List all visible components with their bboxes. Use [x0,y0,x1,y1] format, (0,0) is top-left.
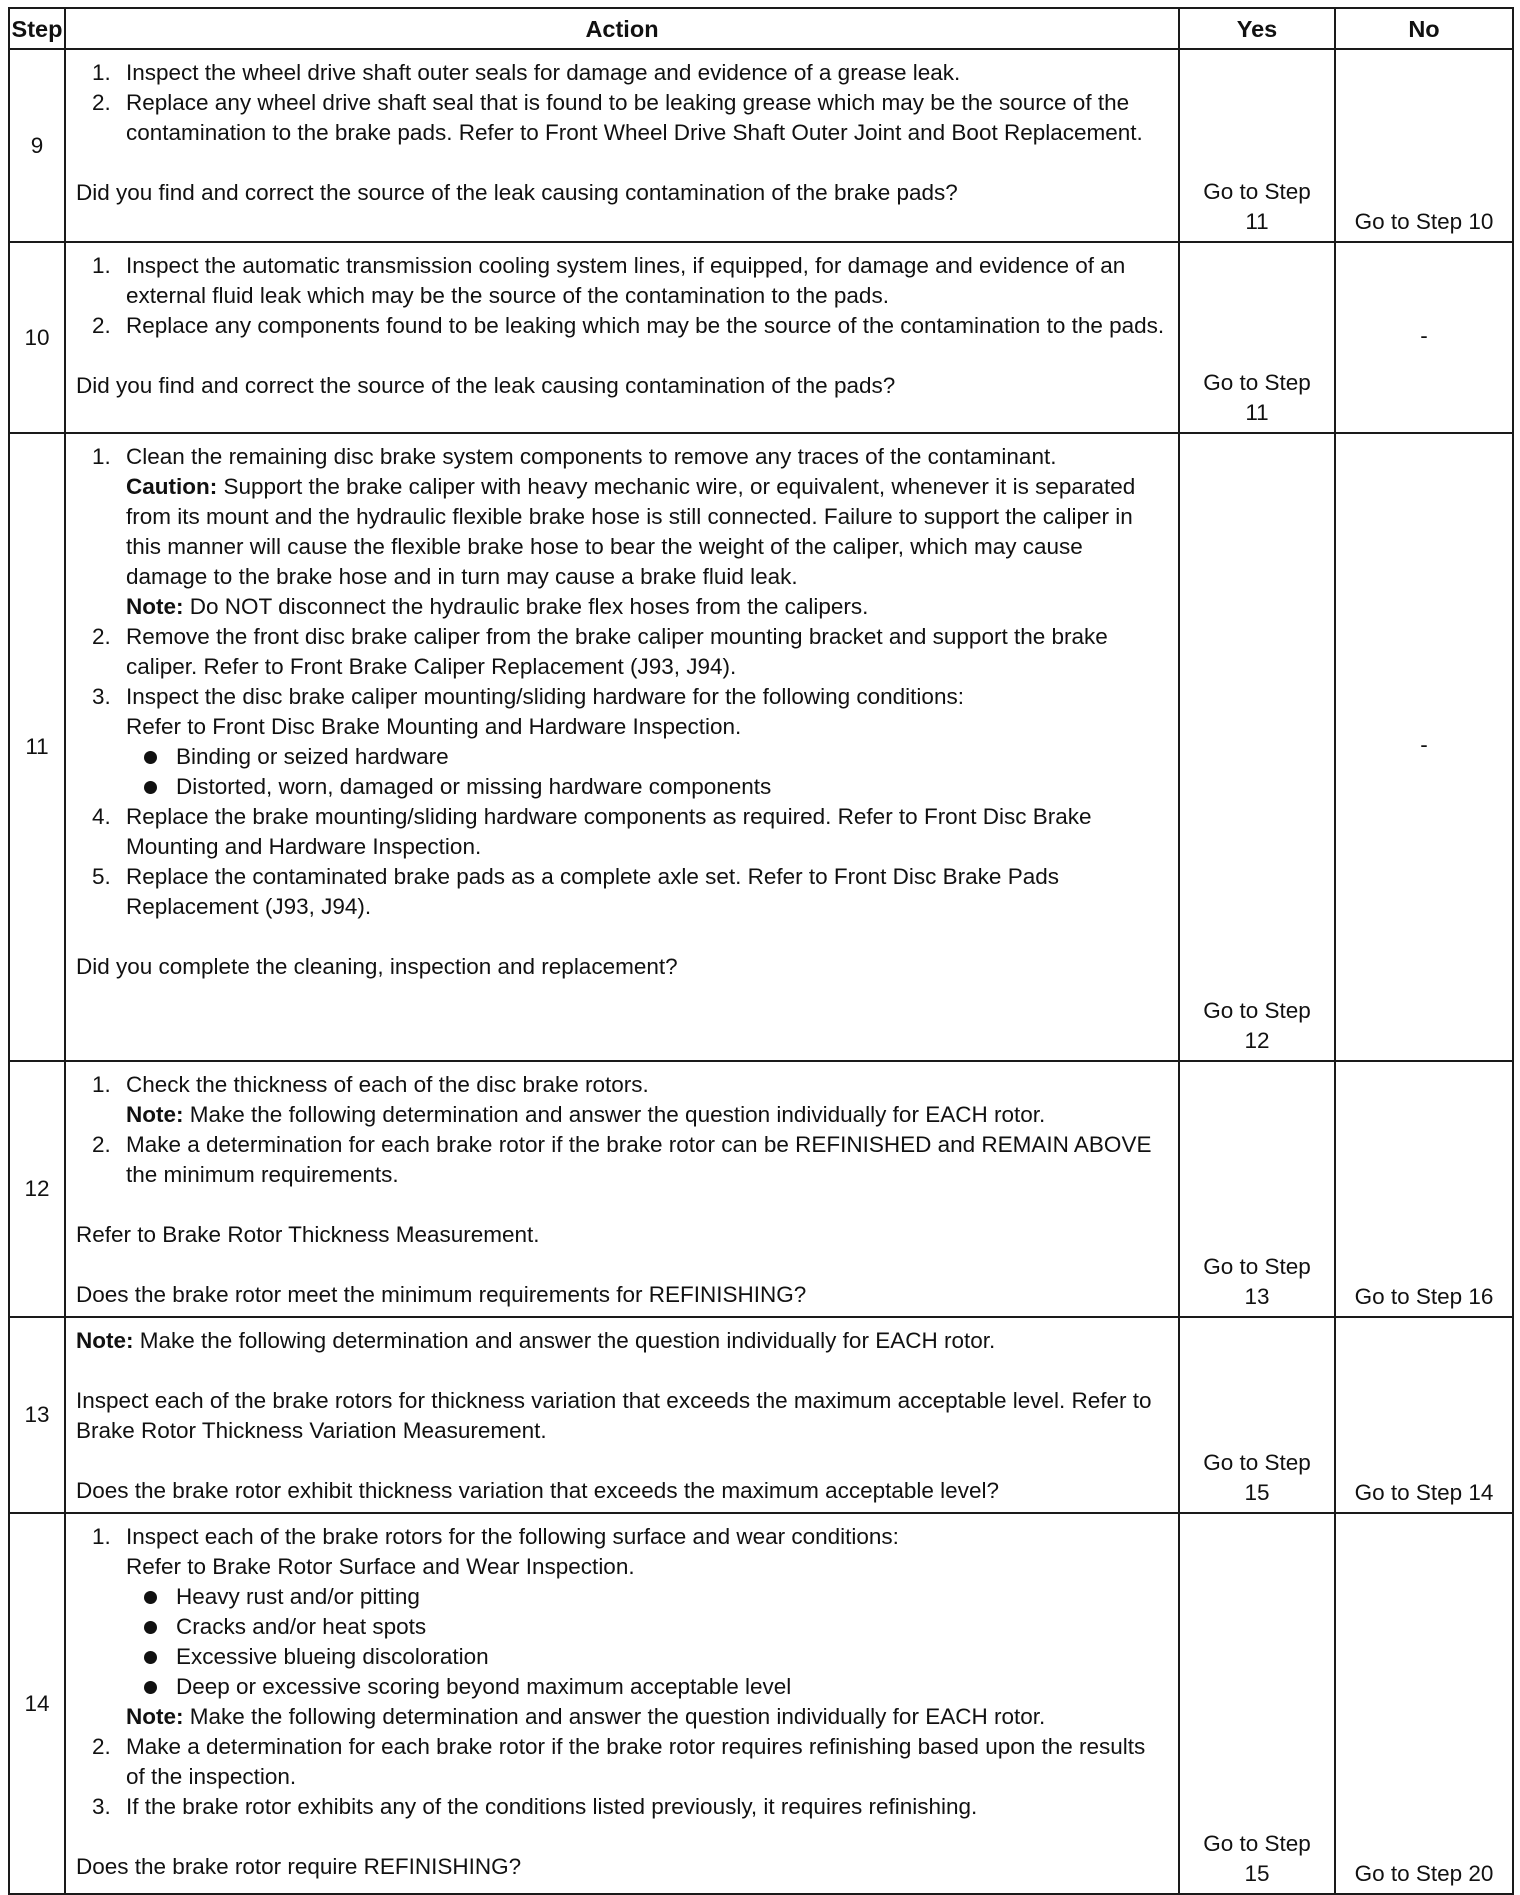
no-cell: Go to Step 20 [1335,1513,1513,1894]
step-number: 12 [9,1061,65,1317]
body-text: Inspect each of the brake rotors for thickness variation that exceeds the maximum acceptable level. Refer to Brake Rotor Thickness Variation Measurement. [76,1388,1152,1443]
yes-cell: Go to Step 12 [1179,433,1335,1061]
list-item: 1. Inspect the wheel drive shaft outer seals for damage and evidence of a grease leak. [92,60,961,85]
action-cell [65,1513,1179,1894]
list-item: 2. Replace any wheel drive shaft seal that is found to be leaking grease which may be the source of the contamination to the brake pads. Refer to Front Wheel Drive Shaft Outer Joint and Boot Replacement. [92,90,1143,145]
action-cell [65,242,1179,433]
header-action: Action [65,8,1179,49]
bullet-item: Excessive blueing discoloration [126,1642,1168,1672]
refer-text: Refer to Brake Rotor Thickness Measurement. [76,1222,540,1247]
yes-cell: Go to Step 11 [1179,242,1335,433]
header-step: Step [9,8,65,49]
table-row [9,1317,1513,1513]
list-item: 2. Replace any components found to be leaking which may be the source of the contamination to the pads. [92,313,1165,338]
list-item: 1. Check the thickness of each of the disc brake rotors. Note: Make the following determination and answer the question individually for EACH rotor. [76,1070,1168,1130]
table-row [9,1513,1513,1894]
no-cell: Go to Step 14 [1335,1317,1513,1513]
bullet-item: Cracks and/or heat spots [126,1612,1168,1642]
diagnostic-table [8,7,1514,1895]
action-cell [65,1061,1179,1317]
list-item: 2. Make a determination for each brake rotor if the brake rotor can be REFINISHED and REMAIN ABOVE the minimum requirements. [92,1132,1152,1187]
action-cell [65,1317,1179,1513]
bullet-item: Heavy rust and/or pitting [126,1582,1168,1612]
question-text: Did you find and correct the source of the leak causing contamination of the pads? [76,373,896,398]
step-number: 13 [9,1317,65,1513]
list-item: 4. Replace the brake mounting/sliding hardware components as required. Refer to Front Disc Brake Mounting and Hardware Inspection. [92,804,1092,859]
no-cell: Go to Step 10 [1335,49,1513,242]
no-cell: - [1335,433,1513,1061]
step-number: 9 [9,49,65,242]
step-number: 10 [9,242,65,433]
step-number: 14 [9,1513,65,1894]
bullet-item: Binding or seized hardware [126,742,1168,772]
yes-cell: Go to Step 15 [1179,1317,1335,1513]
header-no: No [1335,8,1513,49]
note-text: Note: Make the following determination and answer the question individually for EACH rotor. [126,1704,1046,1729]
list-item: 2. Make a determination for each brake rotor if the brake rotor requires refinishing based upon the results of the inspection. [92,1734,1146,1789]
list-item: 2. Remove the front disc brake caliper from the brake caliper mounting bracket and support the brake caliper. Refer to Front Brake Caliper Replacement (J93, J94). [92,624,1108,679]
no-cell: Go to Step 16 [1335,1061,1513,1317]
yes-cell: Go to Step 11 [1179,49,1335,242]
no-cell: - [1335,242,1513,433]
list-item: 3. Inspect the disc brake caliper mounting/sliding hardware for the following conditions: Refer to Front Disc Brake Mounting and Hardware Inspection. Binding or seized hardware Distorted, worn, damaged or missing hardware components [76,682,1168,802]
yes-cell: Go to Step 15 [1179,1513,1335,1894]
list-item: 1. Inspect the automatic transmission cooling system lines, if equipped, for damage and evidence of an external fluid leak which may be the source of the contamination to the pads. [92,253,1126,308]
list-item: 3. If the brake rotor exhibits any of the conditions listed previously, it requires refinishing. [92,1794,978,1819]
question-text: Does the brake rotor require REFINISHING? [76,1854,522,1879]
table-row [9,49,1513,242]
note-text: Note: Make the following determination and answer the question individually for EACH rotor. [126,1102,1046,1127]
question-text: Did you complete the cleaning, inspection and replacement? [76,954,678,979]
table-header-row [9,8,1513,49]
question-text: Does the brake rotor meet the minimum requirements for REFINISHING? [76,1282,807,1307]
list-item: 1. Inspect each of the brake rotors for the following surface and wear conditions: Refer to Brake Rotor Surface and Wear Inspection. Heavy rust and/or pitting Cracks and/or heat spots Excessive blueing discoloration Deep or excessive scoring beyond maximum acceptable level Note: Make the following determination and answer the question individually for EACH rotor. [76,1522,1168,1732]
bullet-item: Deep or excessive scoring beyond maximum acceptable level [126,1672,1168,1702]
list-item: 5. Replace the contaminated brake pads as a complete axle set. Refer to Front Disc Brake Pads Replacement (J93, J94). [92,864,1059,919]
table-row [9,1061,1513,1317]
header-yes: Yes [1179,8,1335,49]
note-text: Note: Make the following determination and answer the question individually for EACH rotor. [76,1328,996,1353]
question-text: Does the brake rotor exhibit thickness variation that exceeds the maximum acceptable level? [76,1478,999,1503]
step-number: 11 [9,433,65,1061]
action-cell [65,433,1179,1061]
table-row [9,433,1513,1061]
yes-cell: Go to Step 13 [1179,1061,1335,1317]
list-item: 1. Clean the remaining disc brake system components to remove any traces of the contaminant. Caution: Support the brake caliper with heavy mechanic wire, or equivalent, whenever it is separated from its mount and the hydraulic flexible brake hose is still connected. Failure to support the caliper in this manner will cause the flexible brake hose to bear the weight of the caliper, which may cause damage to the brake hose and in turn may cause a brake fluid leak. Note: Do NOT disconnect the hydraulic brake flex hoses from the calipers. [76,442,1168,622]
note-text: Note: Do NOT disconnect the hydraulic brake flex hoses from the calipers. [126,594,869,619]
caution-text: Caution: Support the brake caliper with heavy mechanic wire, or equivalent, whenever it is separated from its mount and the hydraulic flexible brake hose is still connected. Failure to support the caliper in this manner will cause the flexible brake hose to bear the weight of the caliper, which may cause damage to the brake hose and in turn may cause a brake fluid leak. [126,474,1136,589]
action-cell [65,49,1179,242]
bullet-item: Distorted, worn, damaged or missing hardware components [126,772,1168,802]
question-text: Did you find and correct the source of the leak causing contamination of the brake pads? [76,180,958,205]
table-row [9,242,1513,433]
